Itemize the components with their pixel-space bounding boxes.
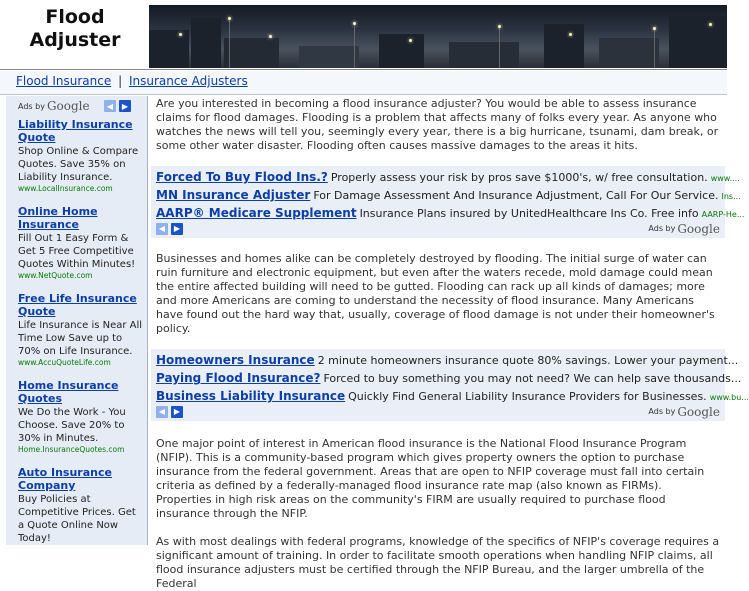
sidebar-ad-title[interactable]: Home Insurance Quotes: [18, 379, 119, 405]
sidebar-ad: [18, 466, 143, 545]
inline-ad-title[interactable]: Forced To Buy Flood Ins.?: [156, 170, 328, 184]
inline-ad-url[interactable]: www....: [710, 174, 740, 183]
inline-ad: [156, 387, 749, 405]
sidebar-ad-desc: We Do the Work - You Choose. Save 20% to 30% in Minutes.: [18, 407, 126, 444]
article-paragraph: As with most dealings with federal programs, knowledge of the specifics of NFIP's coverage requires a significant amount of training. In order to facilitate smooth operations when handling NFIP claims, all flood insurance adjusters must be certified through the NFIP Bureau, and the larger umbrella of the Federal: [156, 535, 720, 590]
inline-ad-block: [151, 166, 745, 238]
article-paragraph: One major point of interest in American flood insurance is the National Flood Insurance Program (NFIP). This is a community-based program which gives property owners the option to purchase insurance from the federal government. Areas that are open to NFIP coverage must fall into certain criteria as defined by a federally-managed flood insurance rate map (also known as FIRMs). Properties in high risk areas on the community's FIRM are usually required to purchase flood insurance through the NFIP.: [156, 437, 705, 520]
prev-arrow-icon[interactable]: ◀: [156, 223, 168, 235]
sidebar-ad-url[interactable]: www.LocalInsurance.com: [18, 184, 113, 193]
inline-ad-title[interactable]: Homeowners Insurance: [156, 353, 315, 367]
ads-by-label: Ads by: [648, 224, 676, 233]
inline-ad: [156, 168, 740, 186]
nav-separator: |: [118, 74, 123, 88]
nav-link-insurance-adjusters[interactable]: Insurance Adjusters: [128, 74, 248, 88]
inline-ad-title[interactable]: Paying Flood Insurance?: [156, 371, 321, 385]
next-arrow-icon[interactable]: ▶: [119, 100, 131, 112]
google-logo: Google: [677, 405, 720, 419]
sidebar-ad: [18, 379, 143, 455]
sidebar-ads: [6, 96, 148, 545]
sidebar-ad: [18, 292, 143, 368]
inline-ad-url[interactable]: AARP-He...: [701, 210, 745, 219]
prev-arrow-icon[interactable]: ◀: [156, 406, 168, 418]
sidebar-ad-url[interactable]: Home.InsuranceQuotes.com: [18, 445, 125, 454]
header: [0, 0, 727, 70]
next-arrow-icon[interactable]: ▶: [171, 406, 183, 418]
article-paragraph: Businesses and homes alike can be completely destroyed by flooding. The initial surge of water can ruin furniture and electronic equipment, but even after the waters recede, mold damage could mean the entire affected building will need to be gutted. Flooding can rack up all kinds of damages; more and more Americans are coming to understand the necessity of flood insurance. Many Americans have found out the hard way that, usually, coverage of flood damage is not under their homeowner's policy.: [156, 252, 715, 335]
sidebar-ad-desc: Fill Out 1 Easy Form & Get 5 Free Competitive Quotes Within Minutes!: [18, 233, 136, 270]
inline-ad-desc: Quickly Find General Liability Insurance Providers for Businesses.: [348, 390, 707, 403]
inline-ad-desc: Insurance Plans insured by UnitedHealthcare Ins Co. Free info: [359, 207, 699, 220]
inline-ad-desc: Forced to buy something you may not need? We can help save thousands...: [323, 372, 742, 385]
inline-ad: [156, 186, 741, 204]
inline-ad: [156, 369, 742, 387]
sidebar-ad: [18, 118, 143, 194]
inline-ad: [156, 351, 739, 369]
google-logo: Google: [46, 99, 90, 113]
sidebar-ads-by-google[interactable]: [18, 98, 143, 114]
inline-ad-desc: 2 minute homeowners insurance quote 80% savings. Lower your payment...: [317, 354, 739, 367]
google-logo: Google: [677, 222, 720, 236]
ads-by-label: Ads by: [18, 101, 45, 111]
inline-ad-title[interactable]: AARP® Medicare Supplement: [156, 206, 357, 220]
nav-link-flood-insurance[interactable]: Flood Insurance: [16, 74, 112, 88]
inline-ad: [156, 204, 745, 222]
next-arrow-icon[interactable]: ▶: [171, 223, 183, 235]
sidebar-ad-url[interactable]: www.NetQuote.com: [18, 271, 93, 280]
sidebar-ad-desc: Shop Online & Compare Quotes. Save 35% on Liability Insurance.: [18, 146, 139, 183]
sidebar-ad-title[interactable]: Free Life Insurance Quote: [18, 292, 137, 318]
inline-ad-block: [151, 349, 749, 421]
site-title-line2: Adjuster: [29, 29, 121, 51]
inline-ad-desc: Properly assess your risk by pros save $1000's, w/ free consultation.: [330, 171, 708, 184]
site-title-line1: Flood: [45, 6, 105, 28]
ads-by-google[interactable]: [648, 405, 720, 419]
sidebar-ad: [18, 205, 143, 281]
inline-ad-url[interactable]: Ins...: [721, 192, 741, 201]
city-night-banner-image: [149, 5, 727, 68]
inline-ad-title[interactable]: MN Insurance Adjuster: [156, 188, 311, 202]
sidebar-ad-desc: Buy Policies at Competitive Prices. Get a Quote Online Now Today!: [18, 494, 136, 544]
prev-arrow-icon[interactable]: ◀: [104, 100, 116, 112]
ads-by-google[interactable]: [648, 222, 720, 236]
sidebar-ad-desc: Life Insurance is Near All Time Low Save up to 70% on Life Insurance.: [18, 320, 143, 357]
inline-ad-desc: For Damage Assessment And Insurance Adjustment, Call For Our Service.: [313, 189, 719, 202]
site-title[interactable]: [5, 6, 145, 64]
sidebar-ad-title[interactable]: Auto Insurance Company: [18, 466, 112, 492]
ads-by-label: Ads by: [648, 407, 676, 416]
main-article: [156, 97, 749, 591]
sidebar-ad-url[interactable]: www.AccuQuoteLife.com: [18, 358, 111, 367]
article-paragraph: Are you interested in becoming a flood insurance adjuster? You would be able to assess insurance claims for flood damages. Flooding is a problem that affects many of folks every year. As anyone who watches the news will tell you, seemingly every year, there is a big hurricane, tsunami, dam break, or some other water disaster. Flooding often causes massive damages to the areas it hits.: [156, 97, 719, 152]
sidebar-ad-title[interactable]: Online Home Insurance: [18, 205, 98, 231]
top-nav: [0, 71, 727, 95]
inline-ad-url[interactable]: www.bu...: [709, 393, 749, 402]
inline-ad-footer: [156, 405, 720, 419]
sidebar-ad-title[interactable]: Liability Insurance Quote: [18, 118, 133, 144]
inline-ad-footer: [156, 222, 720, 236]
inline-ad-title[interactable]: Business Liability Insurance: [156, 389, 346, 403]
